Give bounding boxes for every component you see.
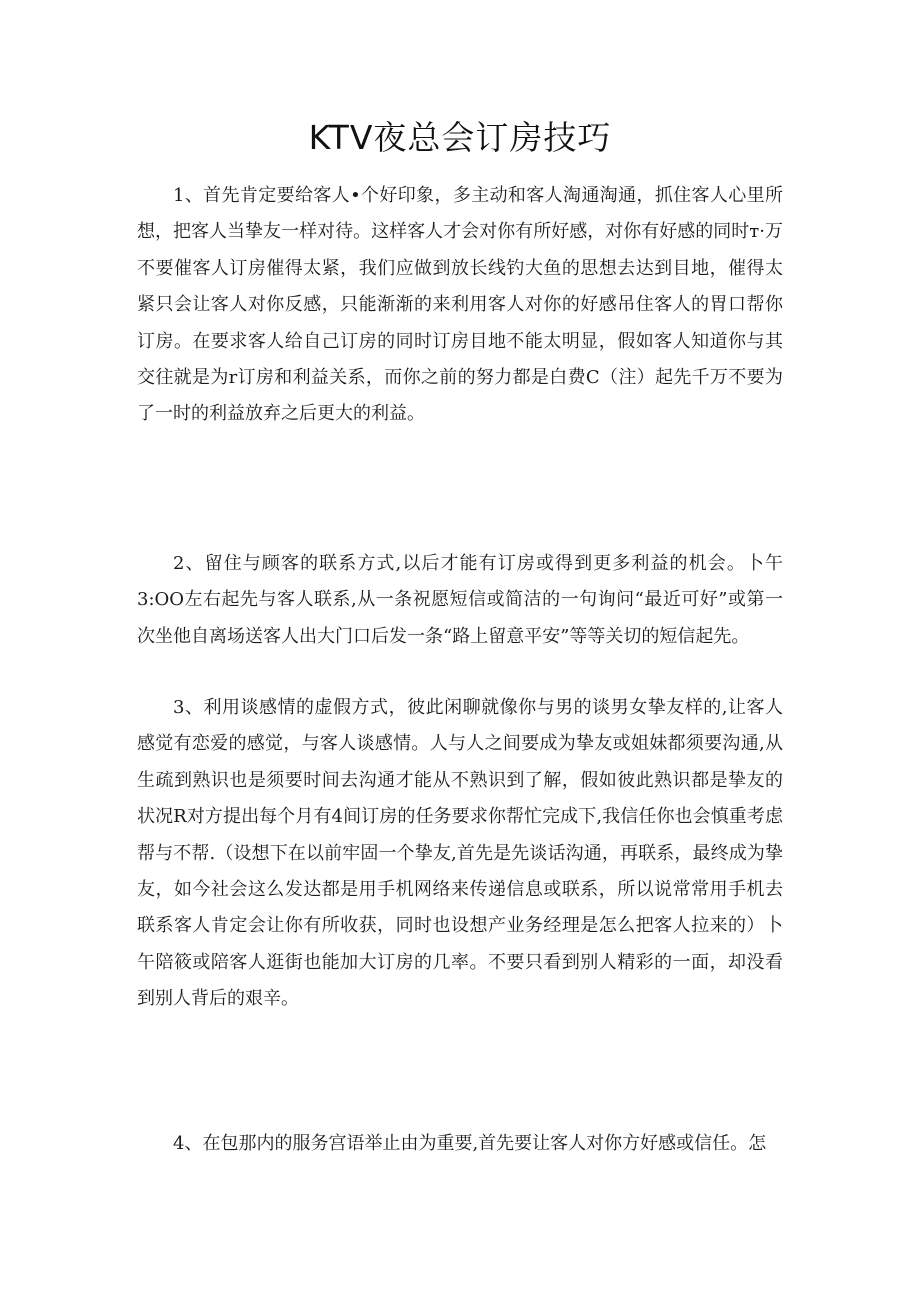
paragraph-3: 3、利用谈感情的虚假方式，彼此闲聊就像你与男的谈男女挚友样的,让客人感觉有恋爱的感觉，与客人谈感情。人与人之间要成为挚友或姐妹都须要沟通,从生疏到熟识也是须要时间去沟通才能从不熟识到了解，假如彼此熟识都是挚友的状况R对方提出每个月有4间订房的任务要求你帮忙完成下,我信任你也会慎重考虑帮与不帮.（设想下在以前牢固一个挚友,首先是先谈话沟通，再联系，最终成为挚友，如今社会这么发达都是用手机网络来传递信息或联系，所以说常常用手机去联系客人肯定会让你有所收获，同时也设想产业务经理是怎么把客人拉来的）卜午陪筱或陪客人逛街也能加大订房的几率。不要只看到别人精彩的一面，却没看到别人背后的艰辛。 bbox=[137, 697, 783, 1010]
paragraph-4: 4、在包那内的服务宫语举止由为重要,首先要让客人对你方好感或信任。怎 bbox=[173, 1133, 767, 1154]
document-title: KTV夜总会订房技巧 bbox=[308, 118, 612, 157]
paragraph-2: 2、留住与顾客的联系方式,以后才能有订房或得到更多利益的机会。卜午3:OO左右起先与客人联系,从一条祝愿短信或简洁的一句询问“最近可好”或第一次坐他自离场送客人出大门口后发一条“路上留意平安”等等关切的短信起先。 bbox=[137, 553, 783, 647]
paragraph-1: 1、首先肯定要给客人•个好印象，多主动和客人淘通淘通，抓住客人心里所想，把客人当挚友一样对待。这样客人才会对你有所好感，对你有好感的同时т·万不要催客人订房催得太紧，我们应做到放长线钓大鱼的思想去达到目地，催得太紧只会让客人对你反感，只能渐渐的来利用客人对你的好感吊住客人的胃口帮你订房。在要求客人给自己订房的同时订房目地不能太明显，假如客人知道你与其交往就是为r订房和利益关系，而你之前的努力都是白费C（注）起先千万不要为了一时的利益放弃之后更大的利益。 bbox=[137, 185, 783, 425]
